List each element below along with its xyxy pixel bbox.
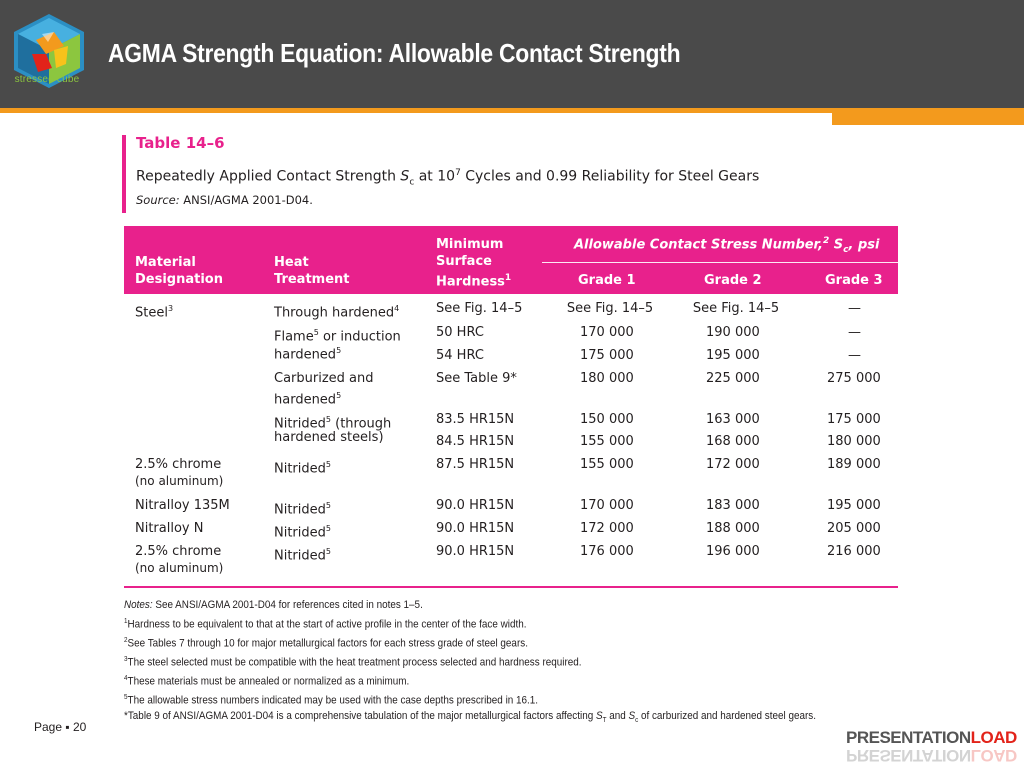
cell-hardness: 87.5 HR15N bbox=[436, 457, 515, 472]
cell-grade3: 216 000 bbox=[827, 544, 881, 559]
cell-hardness: See Table 9* bbox=[436, 371, 517, 386]
cell-grade1: 180 000 bbox=[580, 371, 634, 386]
header-allowable: Allowable Contact Stress Number,$^2$ $S_c$, psi bbox=[574, 236, 880, 255]
cell-heat: Carburized and hardened$^5$ bbox=[274, 371, 374, 408]
cell-grade3: 175 000 bbox=[827, 412, 881, 427]
cell-grade2: 172 000 bbox=[706, 457, 760, 472]
cell-grade2: See Fig. 14–5 bbox=[692, 301, 780, 316]
note-3: $^3$The steel selected must be compatible with the heat treatment process selected and hardness required. bbox=[124, 655, 582, 669]
table-source: Source: ANSI/AGMA 2001-D04. bbox=[136, 193, 313, 207]
header-rule bbox=[542, 262, 898, 263]
cell-grade1: 150 000 bbox=[580, 412, 634, 427]
cell-grade1: 155 000 bbox=[580, 457, 634, 472]
cell-hardness: 90.0 HR15N bbox=[436, 521, 515, 536]
caption-bar bbox=[122, 135, 126, 213]
cell-grade3: 205 000 bbox=[827, 521, 881, 536]
table-caption: Repeatedly Applied Contact Strength $S_c$ at $10^7$ Cycles and 0.99 Reliability for Steel Gears bbox=[136, 168, 760, 188]
cell-hardness: 54 HRC bbox=[436, 348, 484, 363]
note-1: $^1$Hardness to be equivalent to that at the start of active profile in the center of the face width. bbox=[124, 617, 527, 631]
note-2: $^2$See Tables 7 through 10 for major metallurgical factors for each stress grade of steel gears. bbox=[124, 636, 528, 650]
cell-grade2: 190 000 bbox=[706, 325, 760, 340]
header-grade2: Grade 2 bbox=[704, 273, 762, 288]
header-grade3: Grade 3 bbox=[825, 273, 883, 288]
page-number: Page ▪ 20 bbox=[34, 720, 87, 734]
brand-logo: PRESENTATIONLOAD bbox=[846, 728, 1017, 747]
cell-hardness: 90.0 HR15N bbox=[436, 544, 515, 559]
cell-heat: Nitrided$^5$ bbox=[274, 501, 331, 518]
cell-hardness: 84.5 HR15N bbox=[436, 434, 515, 449]
cell-grade3: 275 000 bbox=[827, 371, 881, 386]
cell-hardness: 83.5 HR15N bbox=[436, 412, 515, 427]
note-0: Notes: See ANSI/AGMA 2001-D04 for references cited in notes 1–5. bbox=[124, 599, 423, 611]
header-grade1: Grade 1 bbox=[578, 273, 636, 288]
cell-material: 2.5% chrome (no aluminum) bbox=[135, 544, 224, 575]
cell-heat: Nitrided$^5$ bbox=[274, 460, 331, 477]
table-notes bbox=[124, 598, 904, 729]
cell-heat: hardened$^5$ bbox=[274, 346, 342, 363]
cell-grade2: 183 000 bbox=[706, 498, 760, 513]
cell-heat: Flame$^5$ or induction bbox=[274, 328, 401, 345]
cell-heat: Nitrided$^5$ bbox=[274, 524, 331, 541]
cell-grade1: 170 000 bbox=[580, 498, 634, 513]
table-bottom-rule bbox=[124, 586, 898, 588]
cell-grade1: 176 000 bbox=[580, 544, 634, 559]
brand-logo-reflection: PRESENTATIONLOAD bbox=[846, 746, 1017, 765]
header-material: Material Designation bbox=[135, 255, 223, 287]
cell-grade2: 168 000 bbox=[706, 434, 760, 449]
note-4: $^4$These materials must be annealed or normalized as a minimum. bbox=[124, 674, 410, 688]
table-body bbox=[124, 294, 898, 584]
cell-grade3: 180 000 bbox=[827, 434, 881, 449]
cell-grade3: — bbox=[848, 348, 861, 363]
header-heat: Heat Treatment bbox=[274, 255, 350, 287]
cell-heat: Through hardened$^4$ bbox=[274, 304, 400, 321]
cell-grade3: — bbox=[848, 325, 861, 340]
cell-heat: Nitrided$^5$ (through bbox=[274, 415, 392, 432]
logo-text: stressed cube bbox=[14, 74, 80, 85]
header-hardness: Minimum Surface Hardness$^1$ bbox=[436, 237, 512, 290]
cell-grade1: 170 000 bbox=[580, 325, 634, 340]
cell-grade1: 155 000 bbox=[580, 434, 634, 449]
cell-grade1: 175 000 bbox=[580, 348, 634, 363]
cell-grade3: — bbox=[848, 301, 861, 316]
cell-grade2: 163 000 bbox=[706, 412, 760, 427]
table-label: Table 14–6 bbox=[136, 134, 225, 152]
cell-grade1: 172 000 bbox=[580, 521, 634, 536]
cell-hardness: 50 HRC bbox=[436, 325, 484, 340]
table-header bbox=[124, 226, 898, 294]
cell-material: 2.5% chrome (no aluminum) bbox=[135, 457, 224, 488]
cell-material: Nitralloy 135M bbox=[135, 498, 230, 513]
slide-title: AGMA Strength Equation: Allowable Contact Strength bbox=[108, 38, 681, 68]
cell-grade3: 189 000 bbox=[827, 457, 881, 472]
cell-grade3: 195 000 bbox=[827, 498, 881, 513]
cell-grade2: 195 000 bbox=[706, 348, 760, 363]
note-6: *Table 9 of ANSI/AGMA 2001-D04 is a comprehensive tabulation of the major metallurgical factors affecting $S_T$ and $S_c$ of carburized and hardened steel gears. bbox=[124, 710, 817, 725]
note-5: $^5$The allowable stress numbers indicated may be used with the case depths prescribed in 16.1. bbox=[124, 694, 539, 707]
header-accent-block bbox=[832, 113, 1024, 125]
cell-heat: hardened steels) bbox=[274, 430, 384, 445]
cell-grade2: 196 000 bbox=[706, 544, 760, 559]
cell-heat: Nitrided$^5$ bbox=[274, 547, 331, 564]
cell-material: Nitralloy N bbox=[135, 521, 204, 536]
cell-material: Steel$^3$ bbox=[135, 304, 174, 321]
cell-hardness: 90.0 HR15N bbox=[436, 498, 515, 513]
cell-grade2: 188 000 bbox=[706, 521, 760, 536]
cell-hardness: See Fig. 14–5 bbox=[436, 301, 523, 316]
cell-grade2: 225 000 bbox=[706, 371, 760, 386]
cell-grade1: See Fig. 14–5 bbox=[566, 301, 654, 316]
